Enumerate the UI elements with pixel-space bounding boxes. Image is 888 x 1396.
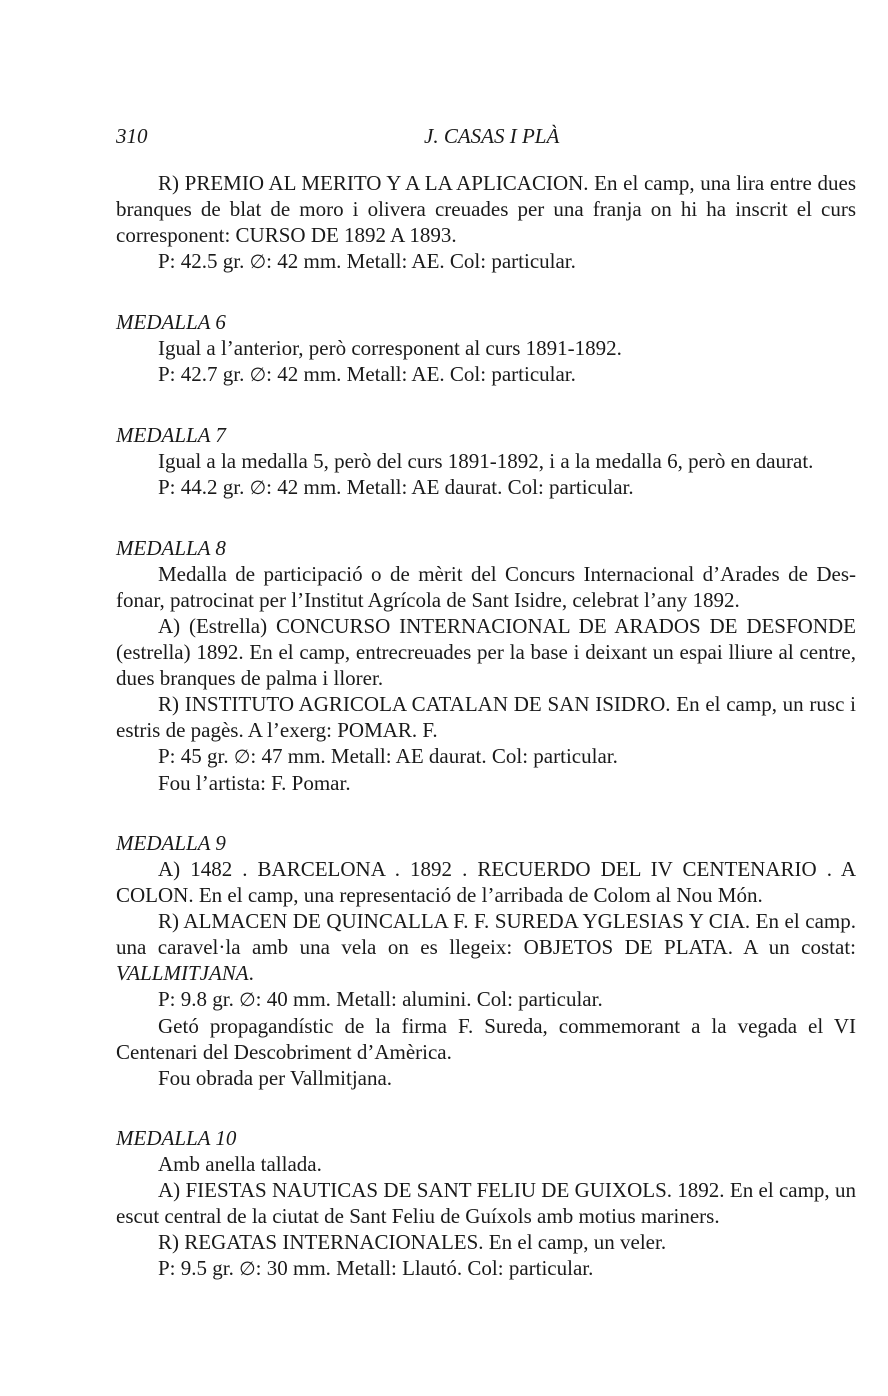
running-title: J. CASAS I PLÀ: [424, 124, 560, 148]
section-intro: [116, 170, 856, 275]
reverse-description: R) REGATAS INTERNACIONALES. En el camp, un veler.: [158, 1230, 667, 1254]
reverse-description: R) INSTITUTO AGRICOLA CATALAN DE SAN ISIDRO. En el camp, un rusc i estris de pagès. A l’exerg: POMAR. F.: [116, 692, 856, 742]
artist-note: Fou obrada per Vallmitjana.: [158, 1066, 393, 1090]
running-head: [116, 124, 856, 154]
artist-signature: VALLMITJANA: [116, 961, 249, 985]
section-medalla-6: [116, 309, 856, 388]
diameter-icon: ∅: [249, 251, 267, 273]
description: Amb anella tallada.: [158, 1152, 322, 1176]
diameter-icon: ∅: [233, 746, 251, 768]
section-heading: MEDALLA 10: [116, 1126, 237, 1150]
section-medalla-7: [116, 422, 856, 501]
description: Medalla de participació o de mèrit del Concurs Internacional d’Arades de Desfonar, patrocinat per l’Institut Agrícola de Sant Isidre, celebrat l’any 1892.: [116, 562, 856, 612]
section-heading: MEDALLA 8: [116, 536, 226, 560]
diameter-icon: ∅: [239, 1258, 256, 1280]
page-number: 310: [116, 124, 148, 148]
diameter-icon: ∅: [239, 989, 256, 1011]
diameter-icon: ∅: [249, 364, 267, 386]
physical-data: P: 45 gr. ∅: 47 mm. Metall: AE daurat. Col: particular.: [158, 744, 618, 768]
body-text: [116, 170, 856, 1282]
section-medalla-8: [116, 535, 856, 796]
artist-note: Fou l’artista: F. Pomar.: [158, 771, 351, 795]
section-medalla-9: [116, 830, 856, 1091]
physical-data: P: 42.7 gr. ∅: 42 mm. Metall: AE. Col: particular.: [158, 362, 576, 386]
description: Igual a la medalla 5, però del curs 1891-1892, i a la medalla 6, però en daurat.: [158, 449, 814, 473]
section-heading: MEDALLA 7: [116, 423, 226, 447]
section-medalla-10: [116, 1125, 856, 1282]
obverse-description: A) 1482 . BARCELONA . 1892 . RECUERDO DEL IV CENTENARIO . A COLON. En el camp, una representació de l’arribada de Colom al Nou Món.: [116, 857, 856, 907]
reverse-description: R) PREMIO AL MERITO Y A LA APLICACION. En el camp, una lira entre dues branques de blat de moro i olivera creuades per una franja on hi ha inscrit el curs corresponent: CURSO DE 1892 A 1893.: [116, 171, 856, 247]
obverse-description: A) FIESTAS NAUTICAS DE SANT FELIU DE GUIXOLS. 1892. En el camp, un escut central de la ciutat de Sant Feliu de Guíxols amb motius mariners.: [116, 1178, 856, 1228]
section-heading: MEDALLA 9: [116, 831, 226, 855]
obverse-description: A) (Estrella) CONCURSO INTERNACIONAL DE ARADOS DE DESFONDE (estrella) 1892. En el camp, entrecreuades per la base i deixant un espai lliure al centre, dues branques de palma i llorer.: [116, 614, 856, 690]
physical-data: P: 9.5 gr. ∅: 30 mm. Metall: Llautó. Col: particular.: [158, 1256, 594, 1280]
section-heading: MEDALLA 6: [116, 310, 226, 334]
description: Igual a l’anterior, però corresponent al curs 1891-1892.: [158, 336, 622, 360]
diameter-icon: ∅: [249, 477, 267, 499]
physical-data: P: 9.8 gr. ∅: 40 mm. Metall: alumini. Col: particular.: [158, 987, 603, 1011]
physical-data: P: 42.5 gr. ∅: 42 mm. Metall: AE. Col: particular.: [158, 249, 576, 273]
historical-note: Getó propagandístic de la firma F. Sureda, commemorant a la vegada el VI Centenari del Descobriment d’Amèrica.: [116, 1014, 856, 1064]
reverse-description: R) ALMACEN DE QUINCALLA F. F. SUREDA YGLESIAS Y CIA. En el camp. una caravel·la amb una vela on es llegeix: OBJETOS DE PLATA. A un costat: VALLMITJANA.: [116, 909, 856, 985]
physical-data: P: 44.2 gr. ∅: 42 mm. Metall: AE daurat. Col: particular.: [158, 475, 634, 499]
